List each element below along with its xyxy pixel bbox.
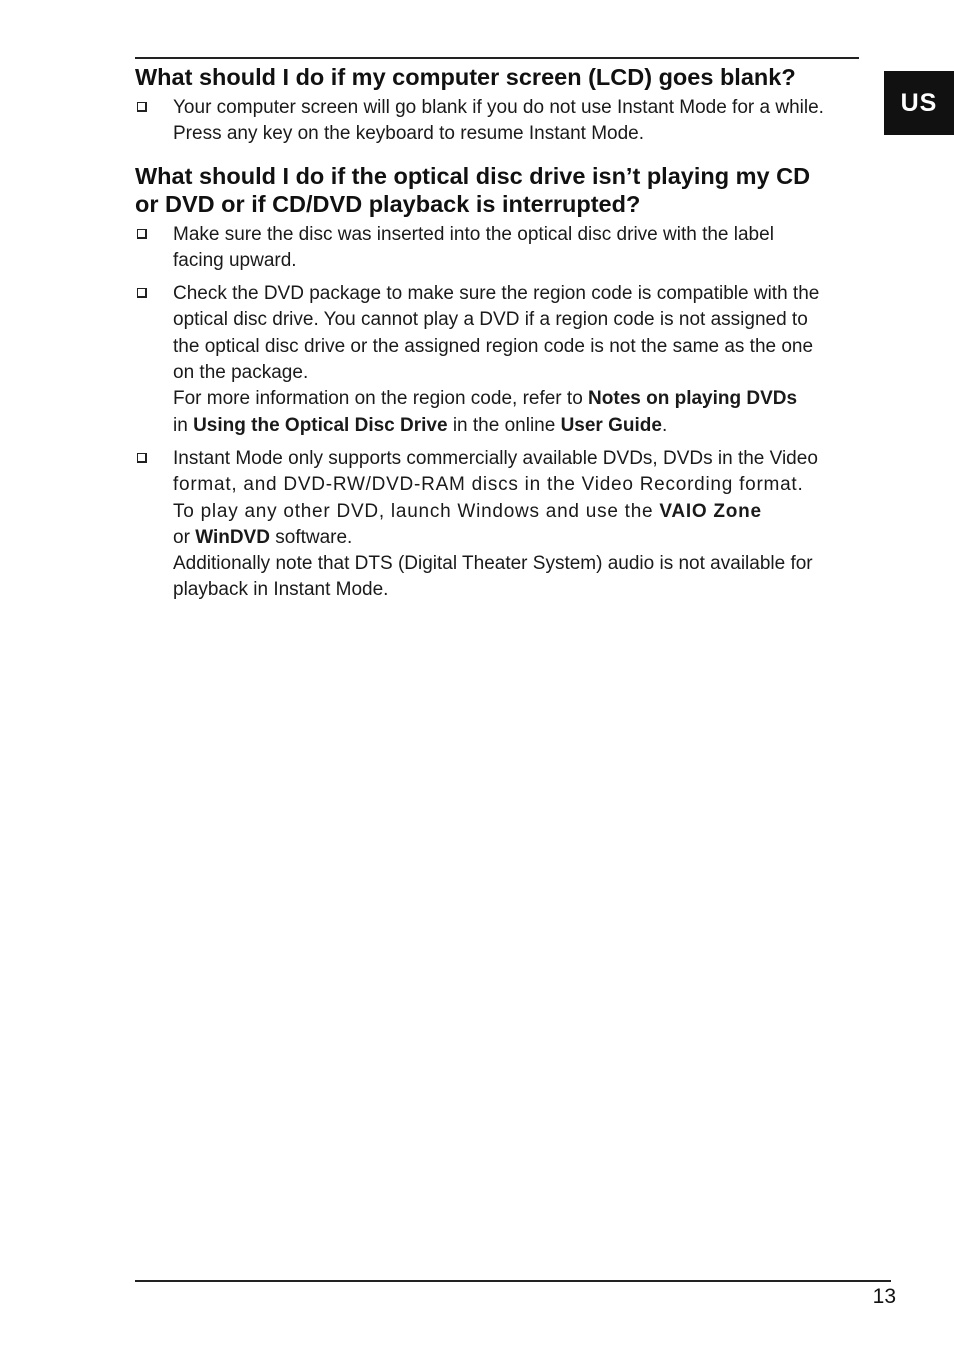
item-text: Instant Mode only supports commercially available DVDs, DVDs in the Video — [173, 447, 818, 469]
page-content — [135, 63, 859, 604]
reference-title: User Guide — [560, 414, 662, 436]
heading-line: What should I do if the optical disc drive isn’t playing my CD — [135, 162, 811, 189]
item-text: in — [173, 414, 194, 436]
faq-lcd-blank — [135, 63, 859, 148]
item-text: the optical disc drive or the assigned region code is not the same as the one — [173, 335, 814, 357]
list-item — [135, 95, 859, 148]
checkbox-bullet-icon — [137, 102, 147, 112]
item-text: facing upward. — [173, 249, 297, 271]
software-name: WinDVD — [195, 526, 270, 548]
item-text: For more information on the region code, refer to — [173, 388, 589, 410]
item-text: optical disc drive. You cannot play a DVD if a region code is not assigned to — [173, 309, 808, 331]
item-text: Additionally note that DTS (Digital Theater System) audio is not available for — [173, 553, 813, 575]
item-text: Your computer screen will go blank if you do not use Instant Mode for a while. — [173, 97, 824, 118]
faq-heading — [135, 162, 859, 218]
item-text: on the package. — [173, 362, 309, 384]
page-number: 13 — [872, 1285, 896, 1308]
faq-answer-list — [135, 222, 859, 604]
item-text: Press any key on the keyboard to resume Instant Mode. — [173, 123, 645, 145]
item-text: in the online — [447, 414, 561, 436]
header-rule — [135, 57, 859, 59]
heading-line: or DVD or if CD/DVD playback is interrupted? — [135, 190, 641, 217]
faq-heading: What should I do if my computer screen (LCD) goes blank? — [135, 64, 796, 90]
item-text: or — [173, 526, 196, 548]
item-text: . — [661, 414, 668, 436]
software-name: VAIO Zone — [659, 500, 762, 522]
item-text: software. — [269, 526, 353, 548]
checkbox-bullet-icon — [137, 229, 147, 239]
item-text: playback in Instant Mode. — [173, 579, 389, 601]
list-item — [135, 446, 859, 604]
item-text: Check the DVD package to make sure the region code is compatible with the — [173, 283, 820, 305]
item-text: Make sure the disc was inserted into the optical disc drive with the label — [173, 223, 774, 245]
footer-rule — [135, 1280, 891, 1282]
item-text: format, and DVD-RW/DVD-RAM discs in the Video Recording format. — [173, 474, 804, 496]
list-item — [135, 281, 859, 439]
checkbox-bullet-icon — [137, 288, 147, 298]
reference-title: Notes on playing DVDs — [588, 388, 798, 410]
list-item — [135, 222, 859, 275]
item-text: To play any other DVD, launch Windows and use the — [173, 500, 660, 522]
checkbox-bullet-icon — [137, 453, 147, 463]
faq-answer-list — [135, 95, 859, 148]
language-tab: US — [884, 71, 954, 135]
faq-optical-disc — [135, 162, 859, 604]
reference-title: Using the Optical Disc Drive — [193, 414, 448, 436]
